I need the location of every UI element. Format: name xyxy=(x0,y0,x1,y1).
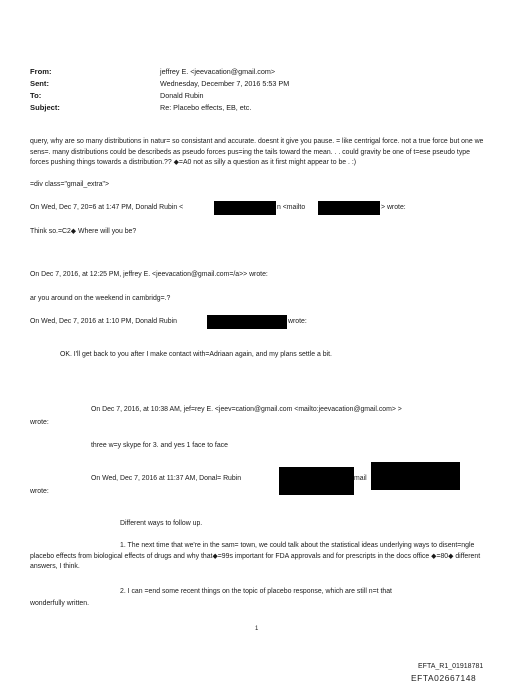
html-remnant: =div class="gmail_extra"> xyxy=(30,181,110,188)
page-number: 1 xyxy=(255,626,259,632)
to-value: Donald Rubin xyxy=(160,91,204,100)
document-id: EFTA_R1_01918781 xyxy=(418,663,484,670)
redaction-box xyxy=(279,467,354,495)
redaction-box xyxy=(318,201,380,215)
quote-text: three w=y skype for 3. and yes 1 face to face xyxy=(91,442,228,449)
quote-header: On Dec 7, 2016, at 12:25 PM, jeffrey E. <jeevacation@gmail.com=/a>> wrote: xyxy=(30,271,268,278)
to-label: To: xyxy=(30,91,42,100)
quote-header-part: n <mailto xyxy=(277,204,306,211)
quote-header-part: mail xyxy=(354,475,367,482)
from-value: jeffrey E. <jeevacation@gmail.com> xyxy=(160,67,276,76)
sent-value: Wednesday, December 7, 2016 5:53 PM xyxy=(160,79,290,88)
redaction-box xyxy=(371,462,460,490)
quote-header-part: > wrote: xyxy=(381,204,406,211)
quote-text: ar you around on the weekend in cambridg=.? xyxy=(30,295,171,302)
quote-header: On Dec 7, 2016, at 10:38 AM, jef=rey E. <jeev=cation@gmail.com <mailto:jeevacation@gmail.com> > xyxy=(91,406,402,413)
redaction-box xyxy=(207,315,287,329)
quote-text: OK. I'll get back to you after I make contact with=Adriaan again, and my plans settle a bit. xyxy=(60,351,332,358)
quote-text: Different ways to follow up. xyxy=(120,520,203,527)
quote-header: On Wed, Dec 7, 2016 at 1:10 PM, Donald Rubin xyxy=(30,318,177,325)
document-id-secondary: EFTA02667148 xyxy=(411,673,477,683)
quote-header-part: wrote: xyxy=(288,318,307,325)
redaction-box xyxy=(214,201,276,215)
quote-text: Think so.=C2◆ Where will you be? xyxy=(30,228,137,235)
list-item-continuation: wonderfully written. xyxy=(30,600,89,607)
quote-header: On Wed, Dec 7, 2016 at 11:37 AM, Donal= Rubin xyxy=(91,475,242,482)
quote-header-part: wrote: xyxy=(30,419,49,426)
body-paragraph: query, why are so many distributions in natur= so consistant and accurate. doesnt it give you pause. = like centrigal force. not a true force but one we sens=. many distributions could be describeds as pseudo forces pus=ing the tails toward the mean. . . could gravity be one of t=ese pseudo type forces pushing things towards a distribution.?? ◆=A0 not as silly a question as it first might appear to be . :) xyxy=(30,138,484,167)
list-item: 2. I can =end some recent things on the topic of placebo response, which are still n=t that xyxy=(120,588,392,595)
quote-header-part: wrote: xyxy=(30,488,49,495)
from-label: From: xyxy=(30,67,52,76)
quote-header: On Wed, Dec 7, 20=6 at 1:47 PM, Donald Rubin < xyxy=(30,204,184,211)
sent-label: Sent: xyxy=(30,79,49,88)
list-item: 1. The next time that we're in the sam= town, we could talk about the statistical ideas underlying ways to disent=ngle placebo effects from biological effects of drugs and why that◆=99s important for FDA approvals and for prescripts in the docs office ◆=80◆ different answers, I think. xyxy=(30,542,481,571)
subject-label: Subject: xyxy=(30,103,60,112)
subject-value: Re: Placebo effects, EB, etc. xyxy=(160,103,252,112)
